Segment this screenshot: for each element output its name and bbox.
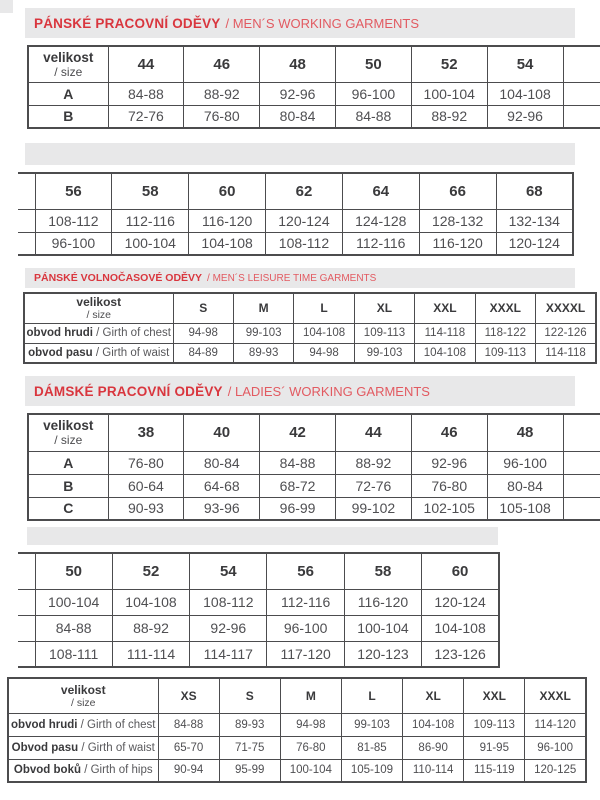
row-header-cutoff-cell (18, 615, 35, 641)
value-cell: 84-88 (108, 82, 184, 105)
value-cell: 104-108 (415, 343, 475, 363)
row-label-cell: A (28, 451, 108, 474)
section-header-ladies-working (25, 376, 575, 406)
row-label-english: / Girth of waist (81, 741, 155, 754)
size-header-cell: 54 (487, 46, 563, 82)
row-label-cell (24, 343, 173, 363)
size-header-cell: 56 (35, 173, 112, 209)
size-header-cell: 44 (108, 46, 184, 82)
velikost-size-header-cell (28, 414, 108, 451)
table-row (18, 209, 573, 232)
value-cell: 105-109 (341, 759, 402, 782)
row-label-czech: obvod pasu (28, 346, 93, 359)
value-cell: 99-103 (233, 323, 293, 343)
value-cell: 86-90 (403, 736, 464, 759)
size-header-cell: XXL (464, 678, 525, 713)
value-cell: 84-88 (35, 615, 112, 641)
table-row (28, 105, 600, 128)
table-row (28, 497, 600, 520)
value-cell: 96-100 (487, 451, 563, 474)
value-cell-cutoff (563, 105, 600, 128)
velikost-size-header-cell (28, 46, 108, 82)
value-cell: 109-113 (464, 713, 525, 736)
size-label: / size (54, 433, 83, 448)
value-cell: 108-112 (266, 232, 343, 255)
value-cell: 117-120 (267, 641, 344, 667)
table-row (28, 451, 600, 474)
value-cell: 84-88 (158, 713, 219, 736)
value-cell: 96-100 (267, 615, 344, 641)
size-header-cell-cutoff (563, 414, 600, 451)
value-cell: 120-124 (496, 232, 573, 255)
size-header-cell: 66 (419, 173, 496, 209)
size-header-cell: 50 (335, 46, 411, 82)
size-header-cell: 38 (108, 414, 184, 451)
size-header-cell: XXXXL (536, 293, 596, 323)
size-header-cell: 46 (184, 46, 260, 82)
value-cell: 65-70 (158, 736, 219, 759)
table-row (18, 641, 499, 667)
value-cell: 123-126 (422, 641, 499, 667)
value-cell: 114-118 (415, 323, 475, 343)
size-header-cell: 60 (422, 553, 499, 589)
value-cell-cutoff (563, 82, 600, 105)
section-header-mens-working (25, 8, 575, 38)
value-cell: 110-114 (403, 759, 464, 782)
value-cell: 109-113 (475, 343, 535, 363)
value-cell: 90-94 (158, 759, 219, 782)
size-header-cell: 48 (487, 414, 563, 451)
row-label-cell: B (28, 474, 108, 497)
value-cell: 94-98 (173, 323, 233, 343)
row-label-czech: obvod hrudi (26, 327, 93, 339)
value-cell: 100-104 (344, 615, 421, 641)
value-cell: 94-98 (280, 713, 341, 736)
table-row (8, 736, 586, 759)
value-cell: 118-122 (475, 323, 535, 343)
value-cell: 95-99 (219, 759, 280, 782)
value-cell: 114-118 (536, 343, 596, 363)
value-cell: 114-120 (525, 713, 586, 736)
value-cell: 111-114 (112, 641, 189, 667)
value-cell: 80-84 (260, 105, 336, 128)
size-header-cell: 50 (35, 553, 112, 589)
value-cell: 132-134 (496, 209, 573, 232)
value-cell: 104-108 (189, 232, 266, 255)
row-label-cell (8, 759, 158, 782)
section-header-mens-leisure (25, 268, 575, 288)
value-cell: 109-113 (354, 323, 414, 343)
value-cell: 88-92 (335, 451, 411, 474)
size-header-cell: M (233, 293, 293, 323)
value-cell: 76-80 (108, 451, 184, 474)
value-cell: 80-84 (184, 451, 260, 474)
size-header-cell: 48 (260, 46, 336, 82)
value-cell: 124-128 (342, 209, 419, 232)
value-cell: 92-96 (260, 82, 336, 105)
row-label-czech: Obvod boků (13, 764, 81, 777)
value-cell: 112-116 (342, 232, 419, 255)
value-cell: 120-124 (266, 209, 343, 232)
row-label-english: / Girth of waist (95, 346, 170, 359)
value-cell: 99-103 (341, 713, 402, 736)
mens-leisure-table (23, 292, 597, 364)
value-cell: 102-105 (411, 497, 487, 520)
value-cell: 99-102 (335, 497, 411, 520)
row-label-cell (8, 736, 158, 759)
size-header-cell: 58 (112, 173, 189, 209)
row-label-cell: C (28, 497, 108, 520)
table-row (18, 232, 573, 255)
page-corner-mark (0, 0, 13, 13)
size-header-cell: 68 (496, 173, 573, 209)
value-cell: 120-123 (344, 641, 421, 667)
size-header-cell: 62 (266, 173, 343, 209)
table-row (8, 713, 586, 736)
section-title-english: / LADIES´ WORKING GARMENTS (227, 383, 430, 399)
size-header-cell: XS (158, 678, 219, 713)
size-header-cell: M (280, 678, 341, 713)
value-cell: 112-116 (267, 589, 344, 615)
mens-working-table-2 (18, 172, 574, 256)
value-cell: 80-84 (487, 474, 563, 497)
table-row (28, 82, 600, 105)
value-cell: 96-100 (335, 82, 411, 105)
value-cell: 91-95 (464, 736, 525, 759)
value-cell: 88-92 (112, 615, 189, 641)
row-header-cutoff-cell (18, 641, 35, 667)
size-header-cell: 52 (112, 553, 189, 589)
value-cell: 120-125 (525, 759, 586, 782)
row-label-czech: obvod hrudi (11, 718, 78, 731)
value-cell: 100-104 (112, 232, 189, 255)
value-cell: 114-117 (190, 641, 267, 667)
value-cell: 108-112 (35, 209, 112, 232)
value-cell: 100-104 (280, 759, 341, 782)
ladies-working-table-2 (18, 552, 500, 668)
value-cell: 112-116 (112, 209, 189, 232)
row-label-english: / Girth of chest (96, 327, 171, 339)
value-cell: 68-72 (260, 474, 336, 497)
value-cell: 104-108 (422, 615, 499, 641)
size-header-cell: 44 (335, 414, 411, 451)
value-cell: 92-96 (411, 451, 487, 474)
row-header-cutoff-cell (18, 173, 35, 209)
value-cell: 105-108 (487, 497, 563, 520)
value-cell: 81-85 (341, 736, 402, 759)
size-header-cell: 58 (344, 553, 421, 589)
section-title-english: / MEN´S LEISURE TIME GARMENTS (207, 272, 377, 284)
value-cell: 96-99 (260, 497, 336, 520)
table-row (24, 323, 596, 343)
value-cell: 99-103 (354, 343, 414, 363)
value-cell: 122-126 (536, 323, 596, 343)
size-header-cell: 42 (260, 414, 336, 451)
value-cell: 94-98 (294, 343, 354, 363)
value-cell: 104-108 (294, 323, 354, 343)
size-header-cell: XXXL (475, 293, 535, 323)
section-title-czech: PÁNSKÉ VOLNOČASOVÉ ODĚVY (34, 272, 203, 284)
value-cell: 116-120 (419, 232, 496, 255)
value-cell: 84-89 (173, 343, 233, 363)
row-label-cell (24, 323, 173, 343)
velikost-label: velikost (76, 295, 122, 310)
row-label-english: / Girth of chest (80, 718, 156, 731)
row-header-cutoff-cell (18, 209, 35, 232)
value-cell: 128-132 (419, 209, 496, 232)
value-cell: 100-104 (35, 589, 112, 615)
table-row (28, 474, 600, 497)
value-cell: 60-64 (108, 474, 184, 497)
value-cell: 96-100 (525, 736, 586, 759)
row-label-cell (8, 713, 158, 736)
velikost-label: velikost (60, 682, 106, 697)
value-cell: 104-108 (403, 713, 464, 736)
size-header-cell: 40 (184, 414, 260, 451)
unisex-size-table (7, 677, 587, 783)
velikost-label: velikost (43, 418, 94, 434)
section-title-english: / MEN´S WORKING GARMENTS (225, 15, 420, 31)
size-header-cell: 64 (342, 173, 419, 209)
value-cell-cutoff (563, 474, 600, 497)
value-cell-cutoff (563, 451, 600, 474)
size-header-cell: XXXL (525, 678, 586, 713)
row-header-cutoff-cell (18, 553, 35, 589)
row-label-czech: Obvod pasu (11, 741, 79, 754)
value-cell: 90-93 (108, 497, 184, 520)
value-cell: 108-112 (190, 589, 267, 615)
row-label-cell: B (28, 105, 108, 128)
size-header-cell: L (294, 293, 354, 323)
value-cell: 116-120 (189, 209, 266, 232)
row-label-cell: A (28, 82, 108, 105)
size-header-cell: 46 (411, 414, 487, 451)
value-cell: 84-88 (335, 105, 411, 128)
value-cell: 89-93 (233, 343, 293, 363)
table-row (18, 615, 499, 641)
size-header-cell: S (173, 293, 233, 323)
value-cell: 84-88 (260, 451, 336, 474)
value-cell: 104-108 (112, 589, 189, 615)
value-cell: 100-104 (411, 82, 487, 105)
row-label-english: / Girth of hips (84, 764, 153, 777)
section-divider-bar (27, 527, 498, 545)
value-cell: 76-80 (280, 736, 341, 759)
value-cell: 92-96 (190, 615, 267, 641)
size-header-cell: 60 (189, 173, 266, 209)
mens-working-table-1 (27, 45, 600, 129)
size-label: / size (86, 309, 111, 322)
value-cell: 76-80 (184, 105, 260, 128)
size-header-cell: XXL (415, 293, 475, 323)
value-cell: 76-80 (411, 474, 487, 497)
velikost-size-header-cell (24, 293, 173, 323)
value-cell: 88-92 (184, 82, 260, 105)
value-cell: 116-120 (344, 589, 421, 615)
table-row (8, 759, 586, 782)
velikost-label: velikost (43, 49, 94, 65)
size-header-cell-cutoff (563, 46, 600, 82)
table-row (18, 589, 499, 615)
velikost-size-header-cell (8, 678, 158, 713)
value-cell: 96-100 (35, 232, 112, 255)
value-cell: 72-76 (108, 105, 184, 128)
value-cell: 88-92 (411, 105, 487, 128)
size-header-cell: 52 (411, 46, 487, 82)
row-header-cutoff-cell (18, 232, 35, 255)
table-row (24, 343, 596, 363)
value-cell: 64-68 (184, 474, 260, 497)
value-cell-cutoff (563, 497, 600, 520)
section-divider-bar (25, 143, 575, 165)
ladies-working-table-1 (27, 413, 600, 521)
section-title-czech: DÁMSKÉ PRACOVNÍ ODĚVY (34, 383, 223, 399)
size-header-cell: XL (403, 678, 464, 713)
size-label: / size (70, 696, 96, 709)
value-cell: 108-111 (35, 641, 112, 667)
size-header-cell: L (341, 678, 402, 713)
size-header-cell: XL (354, 293, 414, 323)
value-cell: 93-96 (184, 497, 260, 520)
value-cell: 104-108 (487, 82, 563, 105)
section-title-czech: PÁNSKÉ PRACOVNÍ ODĚVY (34, 15, 221, 31)
value-cell: 89-93 (219, 713, 280, 736)
value-cell: 115-119 (464, 759, 525, 782)
size-header-cell: 54 (190, 553, 267, 589)
value-cell: 120-124 (422, 589, 499, 615)
size-label: / size (54, 64, 83, 79)
size-header-cell: S (219, 678, 280, 713)
size-header-cell: 56 (267, 553, 344, 589)
row-header-cutoff-cell (18, 589, 35, 615)
value-cell: 92-96 (487, 105, 563, 128)
value-cell: 72-76 (335, 474, 411, 497)
value-cell: 71-75 (219, 736, 280, 759)
